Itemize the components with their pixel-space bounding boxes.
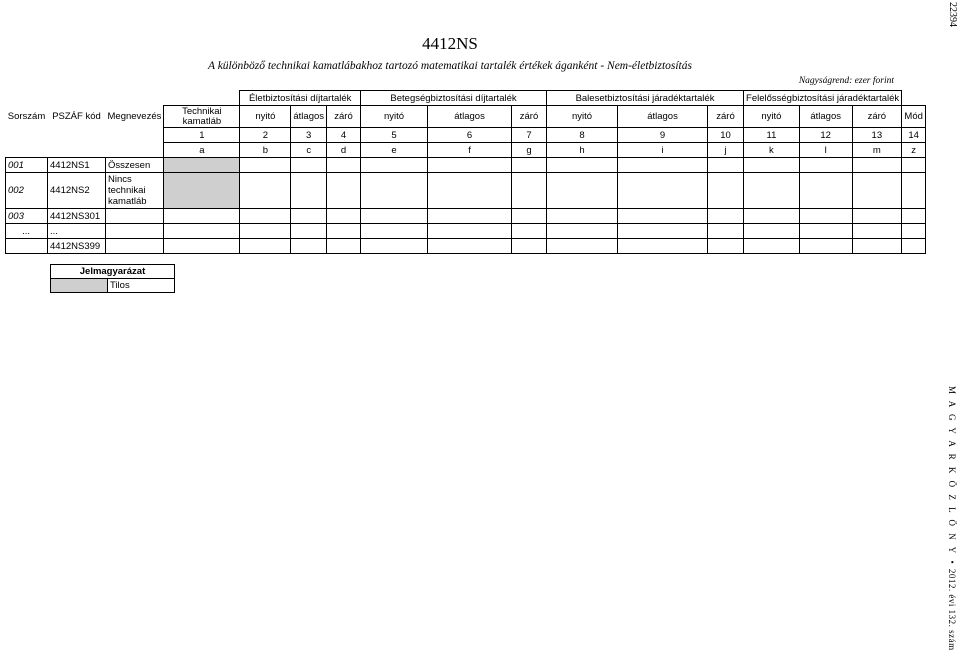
legend-title: Jelmagyarázat <box>51 265 175 279</box>
table-code-title: 4412NS <box>422 34 478 53</box>
data-cell[interactable] <box>799 209 852 224</box>
data-cell[interactable] <box>799 173 852 209</box>
legend <box>50 264 175 293</box>
unit-note: Nagyságrend: ezer forint <box>798 76 894 86</box>
col-letter: a <box>164 143 240 158</box>
subheader: nyitó <box>547 106 618 128</box>
table-row <box>6 224 926 239</box>
data-cell[interactable] <box>164 209 240 224</box>
data-cell[interactable] <box>547 239 618 254</box>
header-technikai-kamatlab <box>164 106 240 128</box>
data-cell[interactable] <box>428 173 512 209</box>
data-cell[interactable] <box>618 224 708 239</box>
data-cell[interactable] <box>327 158 361 173</box>
data-cell[interactable] <box>852 224 902 239</box>
subheader: nyitó <box>240 106 291 128</box>
data-cell[interactable] <box>744 173 800 209</box>
separator-bullet: • <box>947 560 957 565</box>
col-letter: j <box>708 143 744 158</box>
row-sorszam: 001 <box>6 158 48 173</box>
data-cell[interactable] <box>327 209 361 224</box>
data-cell[interactable] <box>291 209 327 224</box>
subheader: záró <box>852 106 902 128</box>
journal-footer <box>947 386 957 651</box>
row-nev-line: Nincs <box>108 174 132 185</box>
cell-forbidden <box>164 158 240 173</box>
col-letter: m <box>852 143 902 158</box>
row-nev <box>106 224 164 239</box>
data-cell[interactable] <box>327 173 361 209</box>
col-letter: l <box>799 143 852 158</box>
data-cell[interactable] <box>291 239 327 254</box>
row-kod: 4412NS399 <box>48 239 106 254</box>
data-cell[interactable] <box>164 239 240 254</box>
data-cell[interactable] <box>618 173 708 209</box>
data-cell[interactable] <box>428 224 512 239</box>
data-cell[interactable] <box>327 224 361 239</box>
data-cell[interactable] <box>291 173 327 209</box>
col-letter: f <box>428 143 512 158</box>
row-kod: 4412NS301 <box>48 209 106 224</box>
subheader: átlagos <box>291 106 327 128</box>
row-nev: Összesen <box>106 158 164 173</box>
row-nev <box>106 173 164 209</box>
data-cell[interactable] <box>327 239 361 254</box>
table-row <box>6 209 926 224</box>
table-row <box>6 158 926 173</box>
row-sorszam: 003 <box>6 209 48 224</box>
data-cell[interactable] <box>512 173 547 209</box>
data-cell[interactable] <box>291 224 327 239</box>
data-cell[interactable] <box>361 209 428 224</box>
data-cell[interactable] <box>852 209 902 224</box>
data-cell[interactable] <box>618 158 708 173</box>
col-number: 4 <box>327 128 361 143</box>
data-cell[interactable] <box>361 158 428 173</box>
data-cell[interactable] <box>428 239 512 254</box>
data-cell[interactable] <box>902 209 926 224</box>
subheader: záró <box>708 106 744 128</box>
col-number: 14 <box>902 128 926 143</box>
table-row <box>6 239 926 254</box>
table-subtitle: A különböző technikai kamatlábakhoz tartozó matematikai tartalék értékek áganként - Nem-életbiztosítás <box>208 60 692 72</box>
data-cell[interactable] <box>547 158 618 173</box>
legend-swatch-gray <box>51 279 108 293</box>
data-cell[interactable] <box>902 173 926 209</box>
header-pszaf-kod: PSZÁF kód <box>52 111 101 122</box>
col-number: 12 <box>799 128 852 143</box>
data-cell[interactable] <box>547 224 618 239</box>
col-letter: g <box>512 143 547 158</box>
data-cell[interactable] <box>744 224 800 239</box>
col-number: 5 <box>361 128 428 143</box>
data-cell[interactable] <box>852 173 902 209</box>
row-nev <box>106 209 164 224</box>
data-cell[interactable] <box>744 239 800 254</box>
header-sorszam: Sorszám <box>7 111 46 122</box>
col-letter: e <box>361 143 428 158</box>
subheader: nyitó <box>361 106 428 128</box>
data-cell[interactable] <box>708 239 744 254</box>
data-cell[interactable] <box>512 239 547 254</box>
legend-label: Tilos <box>108 279 175 293</box>
data-cell[interactable] <box>512 209 547 224</box>
data-cell[interactable] <box>744 209 800 224</box>
data-cell[interactable] <box>744 158 800 173</box>
row-sorszam: 002 <box>6 173 48 209</box>
group-header-eletbiztositas: Életbiztosítási díjtartalék <box>240 91 361 106</box>
col-number: 6 <box>428 128 512 143</box>
col-letter: z <box>902 143 926 158</box>
col-letter: i <box>618 143 708 158</box>
col-letter: d <box>327 143 361 158</box>
data-cell[interactable] <box>799 158 852 173</box>
data-cell[interactable] <box>708 209 744 224</box>
data-cell[interactable] <box>361 239 428 254</box>
data-cell[interactable] <box>240 239 291 254</box>
col-number: 7 <box>512 128 547 143</box>
data-cell[interactable] <box>547 209 618 224</box>
col-number: 13 <box>852 128 902 143</box>
subheader: átlagos <box>428 106 512 128</box>
row-nev-line: technikai <box>108 185 146 196</box>
col-number: 3 <box>291 128 327 143</box>
col-number: 10 <box>708 128 744 143</box>
data-cell[interactable] <box>240 224 291 239</box>
subheader: nyitó <box>744 106 800 128</box>
data-cell[interactable] <box>799 239 852 254</box>
page-sidebar <box>936 0 960 659</box>
col-letter: h <box>547 143 618 158</box>
data-cell[interactable] <box>240 158 291 173</box>
header-mod: Mód <box>902 106 926 128</box>
data-cell[interactable] <box>902 158 926 173</box>
data-cell[interactable] <box>799 224 852 239</box>
data-cell[interactable] <box>852 239 902 254</box>
journal-issue: 2012. évi 132. szám <box>947 569 957 651</box>
col-letter: k <box>744 143 800 158</box>
row-kod: 4412NS2 <box>48 173 106 209</box>
data-cell[interactable] <box>708 173 744 209</box>
data-cell[interactable] <box>852 158 902 173</box>
group-header-betegsegbiztositas: Betegségbiztosítási díjtartalék <box>361 91 547 106</box>
cell-forbidden <box>164 173 240 209</box>
col-letter: c <box>291 143 327 158</box>
header-technikai: Technikai <box>182 105 222 117</box>
col-number: 9 <box>618 128 708 143</box>
col-number: 1 <box>164 128 240 143</box>
subheader: záró <box>512 106 547 128</box>
data-cell[interactable] <box>291 158 327 173</box>
data-cell[interactable] <box>428 158 512 173</box>
group-header-felelossegbiztositas: Felelősségbiztosítási járadéktartalék <box>744 91 902 106</box>
data-cell[interactable] <box>708 158 744 173</box>
data-cell[interactable] <box>512 224 547 239</box>
header-kamatlab: kamatláb <box>182 115 222 127</box>
data-table <box>5 90 926 254</box>
data-cell[interactable] <box>618 239 708 254</box>
subheader: átlagos <box>799 106 852 128</box>
col-number: 2 <box>240 128 291 143</box>
data-cell[interactable] <box>512 158 547 173</box>
col-letter: b <box>240 143 291 158</box>
row-sorszam: ... <box>6 224 48 239</box>
data-cell[interactable] <box>240 209 291 224</box>
data-cell[interactable] <box>428 209 512 224</box>
row-nev-line: kamatláb <box>108 196 147 207</box>
subheader: átlagos <box>618 106 708 128</box>
data-cell[interactable] <box>361 173 428 209</box>
data-cell[interactable] <box>902 239 926 254</box>
data-cell[interactable] <box>240 173 291 209</box>
header-megnevezes: Megnevezés <box>107 111 162 122</box>
col-number: 11 <box>744 128 800 143</box>
data-cell[interactable] <box>547 173 618 209</box>
data-cell[interactable] <box>361 224 428 239</box>
col-number: 8 <box>547 128 618 143</box>
row-nev <box>106 239 164 254</box>
data-cell[interactable] <box>164 224 240 239</box>
table-row <box>6 173 926 209</box>
group-header-balesetbiztositas: Balesetbiztosítási járadéktartalék <box>547 91 744 106</box>
row-kod: 4412NS1 <box>48 158 106 173</box>
journal-name: M A G Y A R K Ö Z L Ö N Y <box>947 386 957 557</box>
page-number: 22394 <box>947 2 958 27</box>
row-kod: ... <box>48 224 106 239</box>
data-cell[interactable] <box>708 224 744 239</box>
subheader: záró <box>327 106 361 128</box>
row-sorszam <box>6 239 48 254</box>
data-cell[interactable] <box>618 209 708 224</box>
data-cell[interactable] <box>902 224 926 239</box>
